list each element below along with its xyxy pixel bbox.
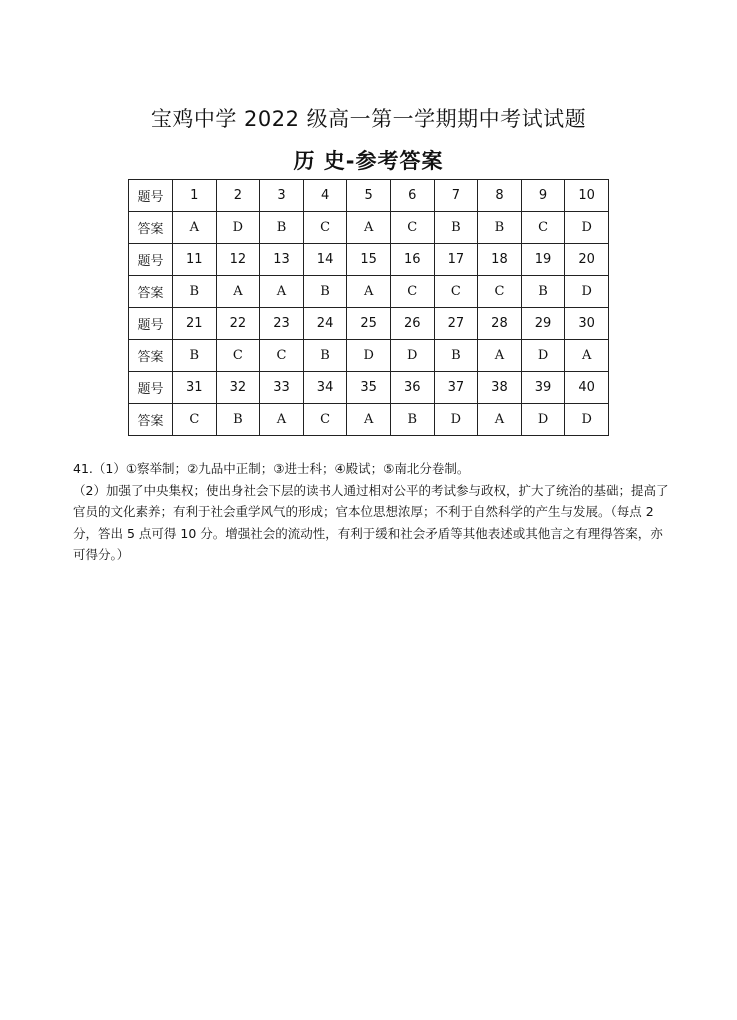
answer-cell: C bbox=[478, 276, 522, 308]
question-number-cell: 2 bbox=[216, 180, 260, 212]
answer-cell: A bbox=[565, 340, 609, 372]
answer-cell: A bbox=[478, 340, 522, 372]
question-number-cell: 23 bbox=[260, 308, 304, 340]
page-subtitle: 历 史-参考答案 bbox=[293, 149, 444, 173]
table-row-numbers bbox=[129, 372, 609, 404]
answer-cell: D bbox=[216, 212, 260, 244]
question-number-cell: 38 bbox=[478, 372, 522, 404]
answer-cell: A bbox=[173, 212, 217, 244]
q41-part1-text: 41.（1）①察举制；②九品中正制；③进士科；④殿试；⑤南北分卷制。 bbox=[73, 461, 470, 476]
question-number-cell: 16 bbox=[390, 244, 434, 276]
table-row-answers bbox=[129, 276, 609, 308]
answer-cell: B bbox=[434, 340, 478, 372]
question-number-cell: 8 bbox=[478, 180, 522, 212]
answer-cell: D bbox=[434, 404, 478, 436]
question-number-cell: 19 bbox=[521, 244, 565, 276]
question-number-cell: 24 bbox=[303, 308, 347, 340]
question-number-cell: 10 bbox=[565, 180, 609, 212]
answer-cell: A bbox=[347, 276, 391, 308]
question-number-cell: 9 bbox=[521, 180, 565, 212]
answer-cell: A bbox=[478, 404, 522, 436]
answer-cell: C bbox=[303, 212, 347, 244]
answer-cell: B bbox=[216, 404, 260, 436]
answer-cell: B bbox=[173, 276, 217, 308]
question-number-cell: 21 bbox=[173, 308, 217, 340]
answer-cell: A bbox=[260, 404, 304, 436]
answer-cell: C bbox=[260, 340, 304, 372]
answer-cell: C bbox=[303, 404, 347, 436]
question-number-cell: 18 bbox=[478, 244, 522, 276]
question-number-cell: 40 bbox=[565, 372, 609, 404]
question-number-cell: 35 bbox=[347, 372, 391, 404]
question-number-cell: 34 bbox=[303, 372, 347, 404]
question-number-cell: 32 bbox=[216, 372, 260, 404]
question-number-cell: 20 bbox=[565, 244, 609, 276]
answer-cell: B bbox=[303, 276, 347, 308]
table-row-answers bbox=[129, 340, 609, 372]
question-number-cell: 17 bbox=[434, 244, 478, 276]
table-row-answers bbox=[129, 212, 609, 244]
answer-cell: A bbox=[347, 212, 391, 244]
question-number-cell: 13 bbox=[260, 244, 304, 276]
question-number-cell: 5 bbox=[347, 180, 391, 212]
question-number-cell: 14 bbox=[303, 244, 347, 276]
answer-cell: D bbox=[390, 340, 434, 372]
row-label-answer: 答案 bbox=[129, 212, 173, 244]
page-title: 宝鸡中学 2022 级高一第一学期期中考试试题 bbox=[150, 107, 587, 131]
answer-cell: B bbox=[260, 212, 304, 244]
question-number-cell: 25 bbox=[347, 308, 391, 340]
q41-part2-text: （2）加强了中央集权；使出身社会下层的读书人通过相对公平的考试参与政权，扩大了统治的基础；提高了官员的文化素养；有利于社会重学风气的形成；官本位思想浓厚；不利于自然科学的产生与发展。（每点 2 分，答出 5 点可得 10 分。增强社会的流动性，有利于缓和社会矛盾等其他表述或其他言之有理得答案，亦可得分。） bbox=[73, 482, 669, 562]
question-number-cell: 27 bbox=[434, 308, 478, 340]
question-number-cell: 7 bbox=[434, 180, 478, 212]
answer-cell: A bbox=[347, 404, 391, 436]
table-row-numbers bbox=[129, 244, 609, 276]
answer-cell: B bbox=[390, 404, 434, 436]
answer-cell: A bbox=[216, 276, 260, 308]
answer-cell: C bbox=[390, 212, 434, 244]
question-number-cell: 26 bbox=[390, 308, 434, 340]
table-row-answers bbox=[129, 404, 609, 436]
answer-table bbox=[128, 179, 609, 436]
row-label-number: 题号 bbox=[129, 244, 173, 276]
answer-cell: A bbox=[260, 276, 304, 308]
row-label-answer: 答案 bbox=[129, 276, 173, 308]
answer-cell: B bbox=[478, 212, 522, 244]
answer-cell: B bbox=[303, 340, 347, 372]
question-number-cell: 4 bbox=[303, 180, 347, 212]
answer-cell: C bbox=[434, 276, 478, 308]
answer-cell: C bbox=[390, 276, 434, 308]
row-label-number: 题号 bbox=[129, 180, 173, 212]
answer-cell: D bbox=[565, 276, 609, 308]
answer-cell: B bbox=[173, 340, 217, 372]
answer-cell: D bbox=[521, 340, 565, 372]
question-number-cell: 33 bbox=[260, 372, 304, 404]
answer-cell: D bbox=[521, 404, 565, 436]
question-number-cell: 28 bbox=[478, 308, 522, 340]
answer-cell: C bbox=[521, 212, 565, 244]
question-number-cell: 22 bbox=[216, 308, 260, 340]
table-row-numbers bbox=[129, 180, 609, 212]
question-number-cell: 30 bbox=[565, 308, 609, 340]
question-number-cell: 36 bbox=[390, 372, 434, 404]
row-label-number: 题号 bbox=[129, 372, 173, 404]
answer-cell: B bbox=[434, 212, 478, 244]
row-label-answer: 答案 bbox=[129, 404, 173, 436]
question-number-cell: 11 bbox=[173, 244, 217, 276]
table-row-numbers bbox=[129, 308, 609, 340]
answer-cell: D bbox=[565, 404, 609, 436]
answer-cell: C bbox=[216, 340, 260, 372]
question-number-cell: 15 bbox=[347, 244, 391, 276]
question-number-cell: 3 bbox=[260, 180, 304, 212]
essay-answer bbox=[73, 458, 673, 566]
row-label-number: 题号 bbox=[129, 308, 173, 340]
question-number-cell: 31 bbox=[173, 372, 217, 404]
answer-cell: C bbox=[173, 404, 217, 436]
row-label-answer: 答案 bbox=[129, 340, 173, 372]
question-number-cell: 39 bbox=[521, 372, 565, 404]
question-number-cell: 29 bbox=[521, 308, 565, 340]
answer-cell: D bbox=[565, 212, 609, 244]
question-number-cell: 12 bbox=[216, 244, 260, 276]
question-number-cell: 37 bbox=[434, 372, 478, 404]
question-number-cell: 1 bbox=[173, 180, 217, 212]
question-number-cell: 6 bbox=[390, 180, 434, 212]
answer-cell: B bbox=[521, 276, 565, 308]
answer-cell: D bbox=[347, 340, 391, 372]
